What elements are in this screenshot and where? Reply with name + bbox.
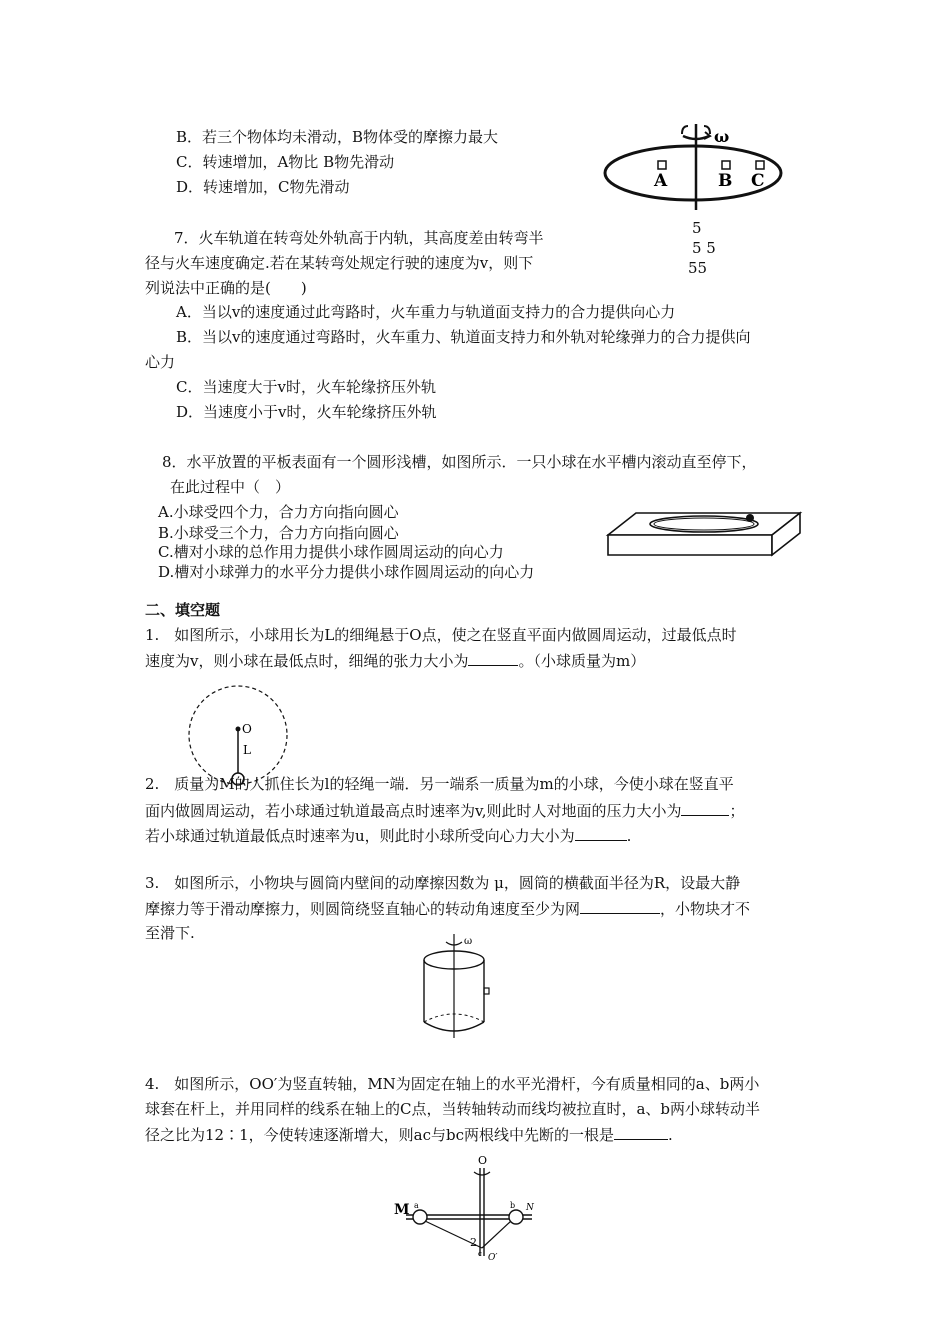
ball-b (509, 1210, 523, 1224)
q6-option-c: C．转速增加，A物比 B物先滑动 (176, 153, 395, 171)
f4-answer-blank (614, 1124, 668, 1140)
q7-option-a: A．当以v的速度通过此弯路时，火车重力与轨道面支持力的合力提供向心力 (176, 303, 676, 321)
block-a (658, 161, 666, 169)
f3-line2-text: 摩擦力等于滑动摩擦力，则圆筒绕竖直轴心的转动角速度至少为网 (145, 900, 581, 918)
f1-line2-text: 速度为v，则小球在最低点时，细绳的张力大小为 (145, 652, 469, 670)
q7-option-b-line2: 心力 (145, 353, 176, 371)
label-n: N (526, 1203, 534, 1213)
q8-plate-figure (604, 505, 804, 559)
f2-line2 (145, 800, 744, 821)
label-b: b (510, 1201, 516, 1210)
q7-stem-line2: 径与火车速度确定.若在某转弯处规定行驶的速度为v，则下 (145, 254, 534, 272)
f3-answer-blank (580, 898, 660, 914)
q8-option-a: A.小球受四个力，合力方向指向圆心 (158, 503, 399, 521)
f1-line2 (145, 650, 645, 671)
q6-option-d: D．转速增加，C物先滑动 (176, 178, 350, 196)
stray-number-3: 55 (688, 259, 708, 277)
f2-line3-tail: . (626, 827, 632, 845)
stray-number-2: 5 5 (692, 239, 716, 257)
f1-answer-blank (468, 650, 518, 666)
f4-line3 (145, 1124, 673, 1145)
label-o: O (242, 722, 252, 736)
f2-line3-text: 若小球通过轨道最低点时速率为u，则此时小球所受向心力大小为 (145, 827, 575, 845)
omega-label: ω (464, 936, 473, 947)
f4-line3-tail: . (667, 1126, 673, 1144)
f4-line2: 球套在杆上，并用同样的线系在轴上的C点，当转轴转动而线均被拉直时，a、b两小球转动半 (145, 1100, 761, 1118)
rotation-arrow (474, 1172, 490, 1175)
small-block (484, 988, 489, 994)
block-b (722, 161, 730, 169)
f1-line1: 1. 如图所示，小球用长为L的细绳悬于O点，使之在竖直平面内做圆周运动，过最低点时 (145, 626, 737, 644)
ball (746, 514, 754, 522)
label-b: B (718, 171, 733, 191)
label-c: C (751, 171, 765, 191)
plate-front (608, 535, 772, 555)
q6-option-b: B．若三个物体均未滑动，B物体受的摩擦力最大 (176, 128, 499, 146)
block-c (756, 161, 764, 169)
stray-number-1: 5 (692, 219, 702, 237)
q7-option-c: C．当速度大于v时，火车轮缘挤压外轨 (176, 378, 436, 396)
q7-option-b-line1: B．当以v的速度通过弯路时，火车重力、轨道面支持力和外轨对轮缘弹力的合力提供向 (176, 328, 751, 346)
q8-option-c: C.槽对小球的总作用力提供小球作圆周运动的向心力 (158, 543, 504, 561)
f2-line2-text: 面内做圆周运动，若小球通过轨道最高点时速率为v,则此时人对地面的压力大小为 (145, 802, 682, 820)
f1-line2-tail: 。（小球质量为m） (518, 652, 646, 670)
pivot-point (236, 727, 241, 732)
f2-answer-blank-1 (681, 800, 729, 816)
q7-stem-line1: 7．火车轨道在转弯处外轨高于内轨，其高度差由转弯半 (174, 229, 544, 247)
f2-line3 (145, 825, 631, 846)
f4-line1: 4. 如图所示，OO′为竖直转轴，MN为固定在轴上的水平光滑杆，今有质量相同的a、b两小 (145, 1075, 760, 1093)
omega-label: ω (714, 127, 730, 146)
label-o-prime: O′ (488, 1253, 498, 1263)
f3-line2-tail: ，小物块才不 (660, 900, 751, 918)
ball-a (413, 1210, 427, 1224)
f4-line3-text: 径之比为12∶1，今使转速逐渐增大，则ac与bc两根线中先断的一根是 (145, 1126, 614, 1144)
label-o: O (478, 1154, 488, 1167)
label-a: a (414, 1201, 419, 1210)
section-title: 二、填空题 (145, 601, 221, 619)
q7-stem-line3: 列说法中正确的是( ) (145, 279, 307, 297)
q8-stem-line1: 8．水平放置的平板表面有一个圆形浅槽，如图所示．一只小球在水平槽内滚动直至停下， (162, 453, 757, 471)
label-l: L (243, 743, 251, 757)
q8-option-d: D.槽对小球弹力的水平分力提供小球作圆周运动的向心力 (158, 563, 535, 581)
q7-option-d: D．当速度小于v时，火车轮缘挤压外轨 (176, 403, 437, 421)
q8-option-b: B.小球受三个力，合力方向指向圆心 (158, 524, 399, 542)
label-c: c (478, 1250, 482, 1258)
f3-line1: 3. 如图所示，小物块与圆筒内壁间的动摩擦因数为 μ，圆筒的横截面半径为R，设最大静 (145, 874, 741, 892)
f2-line2-tail: ； (729, 802, 745, 820)
f2-answer-blank-2 (575, 825, 627, 841)
q8-stem-line2: 在此过程中（ ） (170, 478, 291, 496)
string-bc (482, 1221, 511, 1248)
f2-line1: 2. 质量为M的人抓住长为l的轻绳一端．另一端系一质量为m的小球，今使小球在竖直平 (145, 775, 734, 793)
f3-line3: 至滑下. (145, 924, 195, 942)
label-2: 2 (470, 1236, 477, 1249)
f4-rod-figure (392, 1152, 548, 1266)
f3-line2 (145, 898, 750, 919)
label-a: A (654, 171, 668, 191)
q6-turntable-figure (598, 120, 788, 210)
f3-cylinder-figure (408, 932, 498, 1040)
label-m: M (394, 1202, 410, 1218)
